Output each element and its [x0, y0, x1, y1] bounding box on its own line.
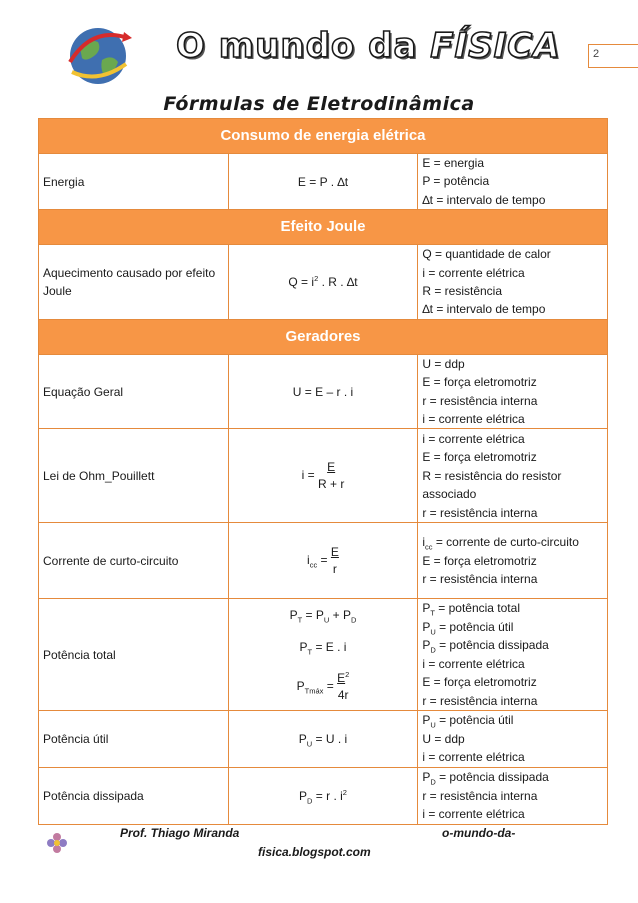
table-row-curto-circuito: [39, 523, 608, 599]
row-legend: [418, 767, 608, 824]
legend-line: i = corrente elétrica: [422, 656, 525, 671]
section-geradores-header: [39, 319, 608, 354]
footer-author: Prof. Thiago Miranda: [120, 826, 240, 840]
legend-line: E = força eletromotriz: [422, 450, 537, 465]
table-row-ohm-pouillett: [39, 429, 608, 523]
legend-line: r = resistência interna: [422, 788, 538, 803]
row-name: Potência total: [39, 599, 229, 710]
footer-blog-part1: o-mundo-da-: [442, 826, 516, 840]
legend-line: $P_D$ = potência dissipada: [422, 770, 549, 787]
legend-line: $P_U$ = potência útil: [422, 619, 514, 637]
section-title: Geradores: [39, 319, 608, 354]
legend-line: i = corrente elétrica: [422, 412, 525, 427]
table-row-potencia-util: [39, 710, 608, 767]
row-name: Equação Geral: [39, 354, 229, 429]
row-name: Potência útil: [39, 710, 229, 767]
formula-line: $P_T = P_U + P_D$: [289, 607, 357, 625]
legend-line: $i_{cc}$ = corrente de curto-circuito: [422, 535, 579, 552]
globe-logo-icon: [62, 18, 134, 90]
row-formula: $P_D = r$ . $i^2$: [228, 767, 418, 824]
row-formula: U = E – r . i: [228, 354, 418, 429]
row-legend: [418, 154, 608, 210]
row-legend: [418, 429, 608, 523]
legend-line: E = energia: [422, 156, 485, 170]
legend-line: P = potência: [422, 174, 490, 189]
legend-line: E = força eletromotriz: [422, 553, 537, 568]
legend-line: U = ddp: [422, 356, 465, 371]
page-title: Fórmulas de Eletrodinâmica: [163, 93, 475, 115]
formula-line: $P_{Tmáx}$ = $E^2$ 4r: [296, 669, 350, 702]
row-name: Potência dissipada: [39, 767, 229, 824]
row-legend: [418, 710, 608, 767]
table-row-potencia-total: [39, 599, 608, 710]
legend-line: $P_U$ = potência útil: [422, 713, 514, 730]
legend-line: ∆t = intervalo de tempo: [422, 192, 546, 207]
row-legend: [418, 523, 608, 599]
page-number-box: [588, 44, 638, 68]
footer-blog-part2: fisica.blogspot.com: [258, 845, 371, 859]
legend-line: r = resistência interna: [422, 505, 538, 520]
row-name: Energia: [39, 154, 229, 210]
row-formula: $P_U = U$ . i: [228, 710, 418, 767]
section-consumo-header: [39, 119, 608, 154]
page-number: 2: [593, 48, 600, 60]
formula-table: [38, 118, 608, 825]
row-formula: $i_{cc}$ = $\frac{E}{r}$: [228, 523, 418, 599]
legend-line: i = corrente elétrica: [422, 807, 525, 822]
row-formula: $Q = i^2$ . R . ∆t: [228, 245, 418, 320]
row-legend: [418, 245, 608, 320]
brand-right: FÍSICA: [430, 26, 561, 66]
legend-line: r = resistência interna: [422, 393, 538, 408]
legend-line: ∆t = intervalo de tempo: [422, 302, 546, 317]
legend-line: E = força eletromotriz: [422, 375, 537, 390]
flower-icon: [46, 832, 68, 854]
row-name: Corrente de curto-circuito: [39, 523, 229, 599]
legend-line: $P_T$ = potência total: [422, 601, 520, 618]
legend-line: R = resistência do resistor associado: [422, 468, 562, 502]
table-row-equacao-geral: [39, 354, 608, 429]
legend-line: E = força eletromotriz: [422, 675, 537, 690]
row-formula: [228, 599, 418, 710]
table-row-energia: [39, 154, 608, 210]
row-name: Lei de Ohm_Pouillett: [39, 429, 229, 523]
table-row-potencia-dissipada: [39, 767, 608, 824]
legend-line: r = resistência interna: [422, 693, 538, 708]
row-legend: [418, 599, 608, 710]
table-row-aquecimento: [39, 245, 608, 320]
formula-line: $P_T = E$ . i: [299, 639, 347, 657]
legend-line: i = corrente elétrica: [422, 265, 525, 280]
section-title: Consumo de energia elétrica: [39, 119, 608, 154]
legend-line: R = resistência: [422, 284, 503, 299]
section-joule-header: [39, 210, 608, 245]
legend-line: i = corrente elétrica: [422, 750, 525, 765]
legend-line: r = resistência interna: [422, 572, 538, 587]
site-brand: [176, 26, 561, 66]
legend-line: $P_D$ = potência dissipada: [422, 638, 549, 655]
legend-line: Q = quantidade de calor: [422, 247, 551, 262]
row-name: Aquecimento causado por efeito Joule: [39, 245, 229, 320]
row-formula: i = $\frac{E}{R + r}$: [228, 429, 418, 523]
brand-left: O mundo da: [176, 26, 418, 66]
legend-line: i = corrente elétrica: [422, 431, 525, 446]
legend-line: U = ddp: [422, 731, 465, 746]
section-title: Efeito Joule: [39, 210, 608, 245]
row-legend: [418, 354, 608, 429]
row-formula: E = P . ∆t: [228, 154, 418, 210]
